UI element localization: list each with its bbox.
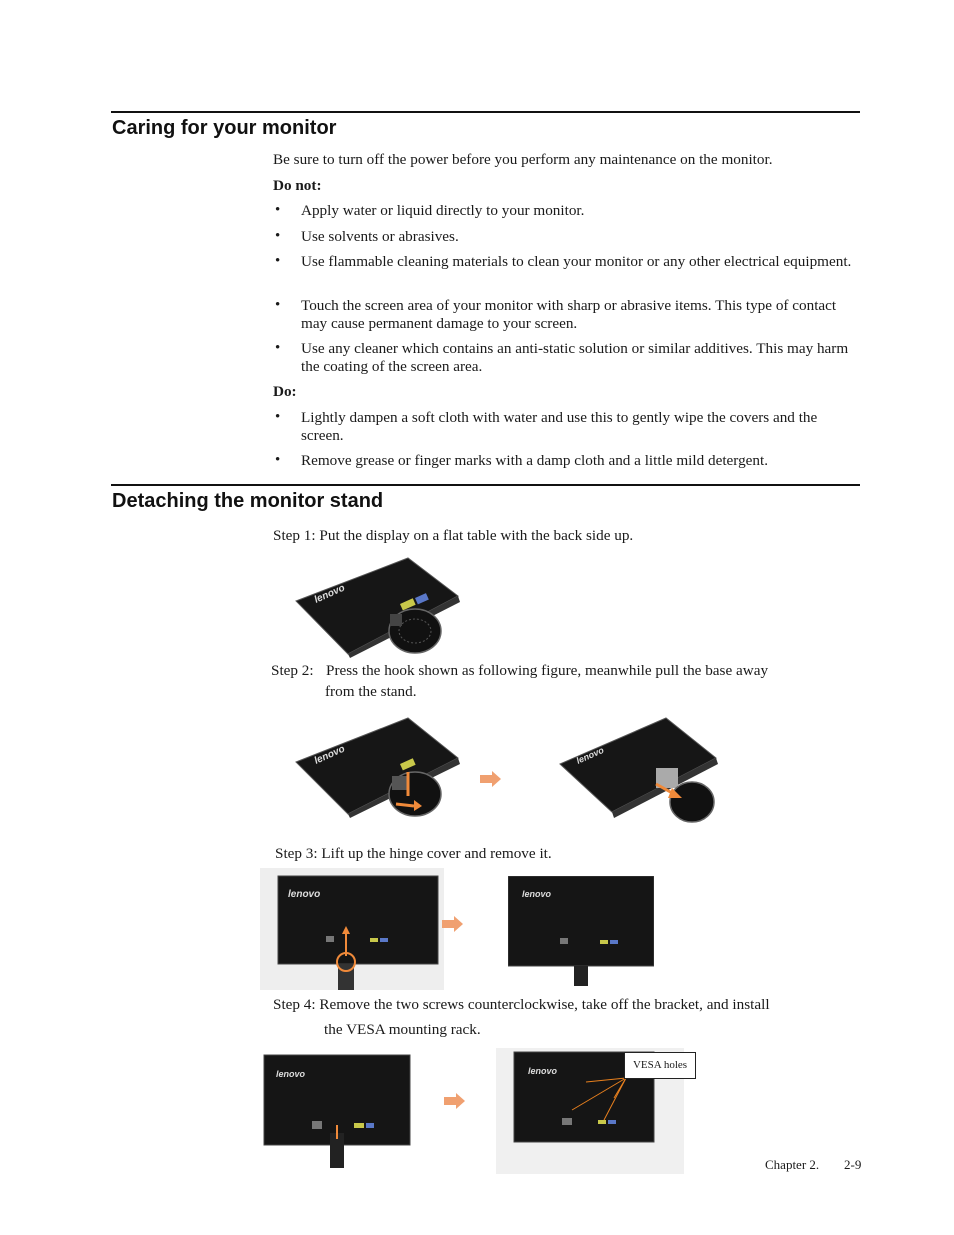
step2-monitor-figure-b (556, 714, 722, 828)
lenovo-logo: lenovo (312, 582, 347, 606)
do-heading: Do: (273, 383, 297, 400)
lenovo-logo: lenovo (312, 743, 347, 767)
step2-monitor-figure-a (288, 714, 470, 824)
donot-heading: Do not: (273, 177, 322, 194)
donot-item: Touch the screen area of your monitor with sharp or abrasive items. This type of contact may cause permanent damage to your screen. (301, 297, 837, 332)
do-item: Lightly dampen a soft cloth with water and use this to gently wipe the covers and the screen. (301, 409, 818, 444)
lenovo-logo: lenovo (276, 1069, 306, 1079)
bullet: • (275, 228, 281, 244)
donot-item: Use any cleaner which contains an anti-static solution or similar additives. This may harm the coating of the screen area. (301, 340, 849, 375)
arrow-right-icon (480, 771, 502, 787)
arrow-right-icon (444, 1093, 466, 1109)
vesa-holes-callout: VESA holes (624, 1052, 696, 1079)
bullet: • (275, 253, 281, 269)
step3-monitor-figure-a (258, 868, 444, 990)
donot-item: Use solvents or abrasives. (301, 228, 459, 245)
step2-label: Step 2: (271, 662, 314, 679)
lenovo-logo: lenovo (288, 889, 321, 900)
step4-monitor-figure-a (262, 1053, 412, 1168)
bullet: • (275, 202, 281, 218)
step4-text-cont: the VESA mounting rack. (324, 1021, 481, 1038)
section-rule-detach (111, 484, 860, 486)
section-title-caring: Caring for your monitor (112, 117, 337, 139)
step3-monitor-figure-b (508, 876, 654, 986)
lenovo-logo: lenovo (528, 1066, 558, 1076)
arrow-right-icon (442, 916, 464, 932)
do-item: Remove grease or finger marks with a damp cloth and a little mild detergent. (301, 452, 769, 469)
step4-text: Step 4: Remove the two screws counterclockwise, take off the bracket, and install (273, 996, 770, 1013)
lenovo-logo: lenovo (522, 889, 552, 899)
donot-item: Use flammable cleaning materials to clean your monitor or any other electrical equipment. (301, 253, 852, 270)
step3-text: Step 3: Lift up the hinge cover and remove it. (275, 845, 552, 862)
section-title-detaching: Detaching the monitor stand (112, 490, 384, 512)
footer-chapter: Chapter 2. (765, 1157, 820, 1172)
step2-text-cont: from the stand. (325, 683, 417, 700)
step1-text: Step 1: Put the display on a flat table with the back side up. (273, 527, 634, 544)
step2-text: Press the hook shown as following figure, meanwhile pull the base away (326, 662, 769, 679)
bullet: • (275, 452, 281, 468)
caring-intro: Be sure to turn off the power before you perform any maintenance on the monitor. (273, 151, 773, 168)
bullet: • (275, 340, 281, 356)
lenovo-logo: lenovo (574, 744, 606, 766)
bullet: • (275, 409, 281, 425)
step1-monitor-figure (288, 556, 470, 658)
donot-item: Apply water or liquid directly to your monitor. (301, 202, 585, 219)
section-rule-top (111, 111, 860, 113)
bullet: • (275, 297, 281, 313)
footer-page-number: 2-9 (844, 1157, 862, 1172)
